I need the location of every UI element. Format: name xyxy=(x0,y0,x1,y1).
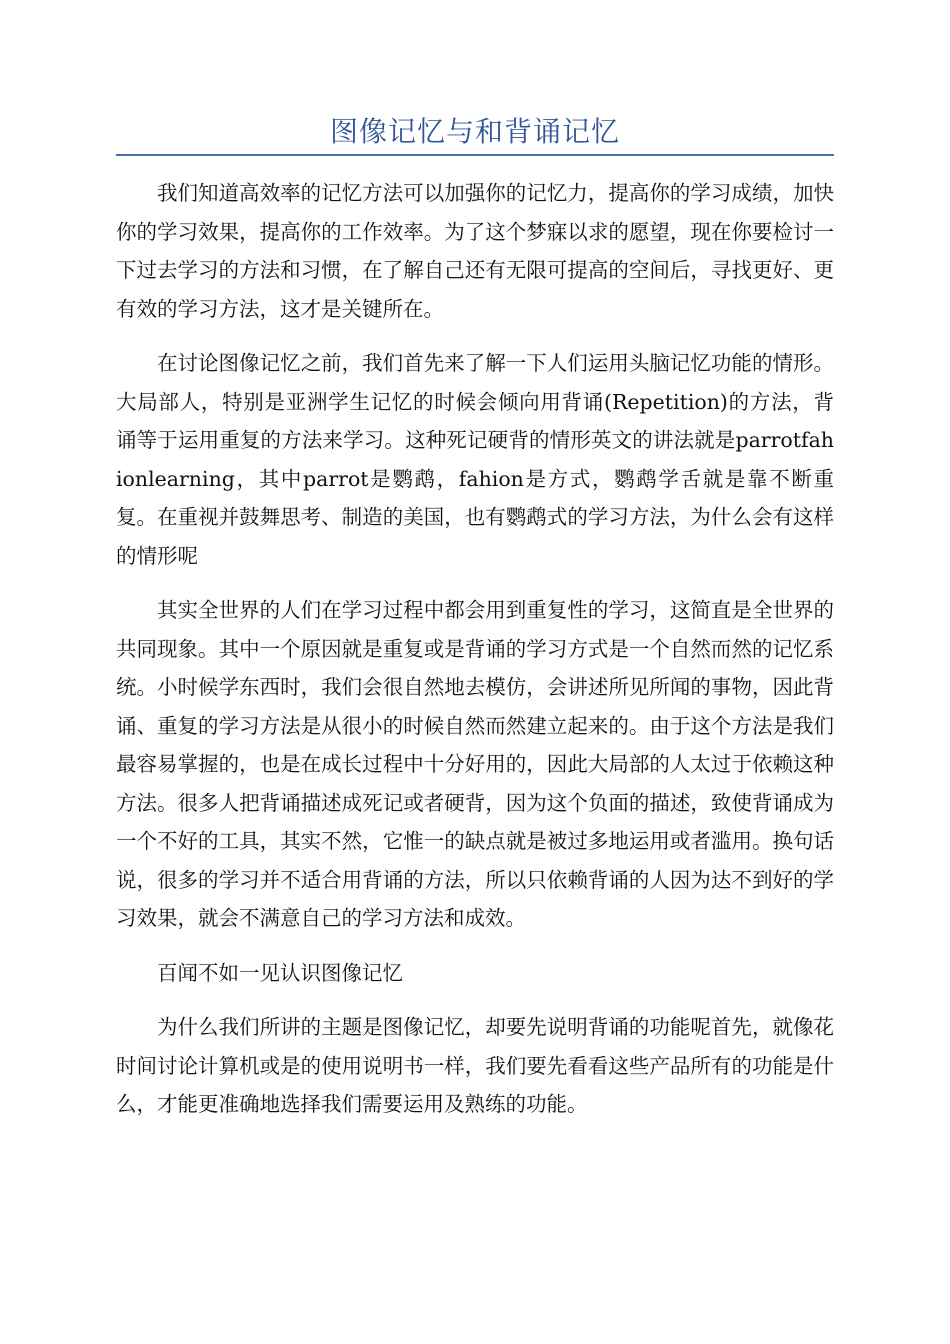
document-body xyxy=(116,174,834,1140)
document-title: 图像记忆与和背诵记忆 xyxy=(329,115,620,148)
section-heading: 百闻不如一见认识图像记忆 xyxy=(157,960,403,985)
paragraph-intro: 我们知道高效率的记忆方法可以加强你的记忆力，提高你的学习成绩，加快你的学习效果，提高你的工作效率。为了这个梦寐以求的愿望，现在你要检讨一下过去学习的方法和习惯，在了解自己还有无限可提高的空间后，寻找更好、更有效的学习方法，这才是关键所在。 xyxy=(116,181,834,321)
paragraph-repetition: 在讨论图像记忆之前，我们首先来了解一下人们运用头脑记忆功能的情形。大局部人，特别是亚洲学生记忆的时候会倾向用背诵(Repetition)的方法，背诵等于运用重复的方法来学习。这种死记硬背的情形英文的讲法就是parrotfahionlearning，其中parrot是鹦鹉，fahion是方式，鹦鹉学舌就是靠不断重复。在重视并鼓舞思考、制造的美国，也有鹦鹉式的学习方法，为什么会有这样的情形呢 xyxy=(116,351,834,568)
paragraph-why-image: 为什么我们所讲的主题是图像记忆，却要先说明背诵的功能呢首先，就像花时间讨论计算机或是的使用说明书一样，我们要先看看这些产品所有的功能是什么，才能更准确地选择我们需要运用及熟练的功能。 xyxy=(116,1015,834,1116)
paragraph-universal: 其实全世界的人们在学习过程中都会用到重复性的学习，这简直是全世界的共同现象。其中一个原因就是重复或是背诵的学习方式是一个自然而然的记忆系统。小时候学东西时，我们会很自然地去模仿，会讲述所见所闻的事物，因此背诵、重复的学习方法是从很小的时候自然而然建立起来的。由于这个方法是我们最容易掌握的，也是在成长过程中十分好用的，因此大局部的人太过于依赖这种方法。很多人把背诵描述成死记或者硬背，因为这个负面的描述，致使背诵成为一个不好的工具，其实不然，它惟一的缺点就是被过多地运用或者滥用。换句话说，很多的学习并不适合用背诵的方法，所以只依赖背诵的人因为达不到好的学习效果，就会不满意自己的学习方法和成效。 xyxy=(116,598,834,930)
title-underline xyxy=(116,154,834,156)
